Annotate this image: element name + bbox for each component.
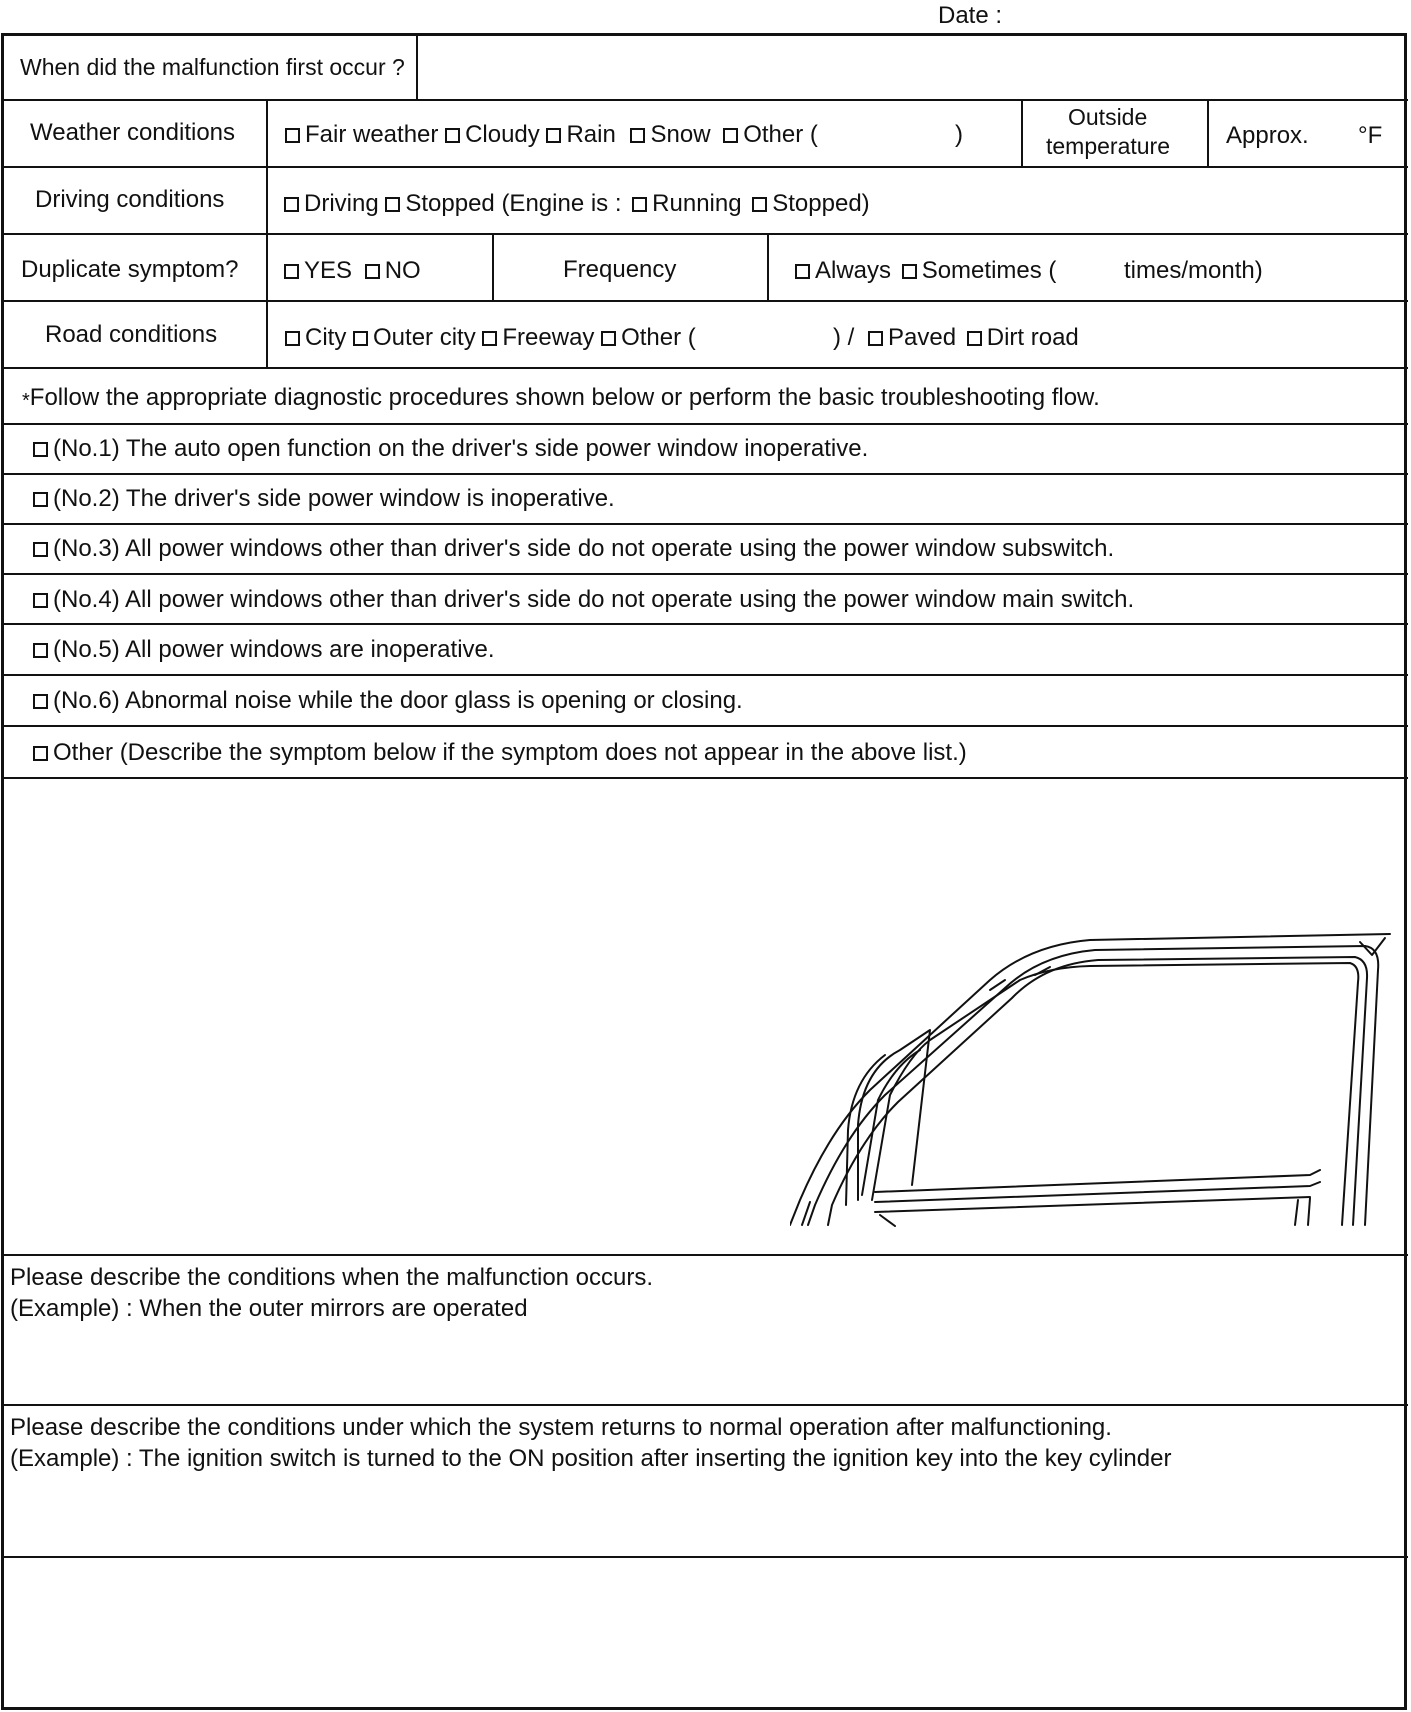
road-freeway-option[interactable]: Freeway — [482, 324, 594, 351]
checkbox-icon[interactable] — [601, 331, 616, 346]
checkbox-icon[interactable] — [967, 331, 982, 346]
conditions-line-1: Please describe the conditions when the malfunction occurs. — [10, 1264, 654, 1291]
checkbox-icon[interactable] — [445, 128, 460, 143]
symptom-item-2[interactable]: (No.2) The driver's side power window is inoperative. — [33, 487, 615, 511]
checkbox-icon[interactable] — [284, 197, 299, 212]
checkbox-icon[interactable] — [353, 331, 368, 346]
temp-unit: °F — [1358, 122, 1383, 149]
checkbox-icon[interactable] — [33, 694, 48, 709]
checkbox-icon[interactable] — [752, 197, 767, 212]
weather-label: Weather conditions — [30, 119, 236, 146]
weather-options — [285, 123, 818, 147]
road-city-option[interactable]: City — [285, 324, 346, 351]
additional-notes-area[interactable] — [4, 1559, 1406, 1707]
road-options — [285, 326, 696, 350]
checkbox-icon[interactable] — [33, 492, 48, 507]
checkbox-icon[interactable] — [365, 264, 380, 279]
asterisk-mark: * — [22, 390, 30, 412]
conditions-input-area[interactable] — [4, 1330, 1406, 1402]
symptom-item-6[interactable]: (No.6) Abnormal noise while the door glass is opening or closing. — [33, 689, 743, 713]
weather-other-close: ) — [955, 121, 963, 148]
frequency-always-option[interactable]: Always — [795, 257, 891, 284]
checkbox-icon[interactable] — [868, 331, 883, 346]
duplicate-options — [284, 259, 421, 283]
duplicate-yes-option[interactable]: YES — [284, 257, 352, 284]
frequency-label: Frequency — [563, 256, 677, 283]
frequency-sometimes-option[interactable]: Sometimes ( — [902, 257, 1057, 284]
weather-rain-option[interactable]: Rain — [546, 121, 615, 148]
road-paved-option[interactable]: Paved — [868, 324, 956, 351]
checkbox-icon[interactable] — [385, 197, 400, 212]
checkbox-icon[interactable] — [33, 442, 48, 457]
outside-temp-label-1: Outside — [1068, 104, 1148, 130]
symptom-item-5[interactable]: (No.5) All power windows are inoperative. — [33, 638, 495, 662]
road-outer-city-option[interactable]: Outer city — [353, 324, 476, 351]
duplicate-no-option[interactable]: NO — [365, 257, 421, 284]
checkbox-icon[interactable] — [33, 542, 48, 557]
times-month-label: times/month) — [1124, 257, 1263, 284]
engine-stopped-option[interactable]: Stopped) — [752, 190, 869, 217]
engine-running-option[interactable]: Running — [632, 190, 741, 217]
checkbox-icon[interactable] — [33, 643, 48, 658]
checkbox-icon[interactable] — [723, 128, 738, 143]
checkbox-icon[interactable] — [482, 331, 497, 346]
first-occur-label: When did the malfunction first occur ? — [20, 54, 405, 80]
checkbox-icon[interactable] — [630, 128, 645, 143]
checkbox-icon[interactable] — [285, 128, 300, 143]
first-occur-field[interactable] — [420, 37, 1404, 97]
weather-cloudy-option[interactable]: Cloudy — [445, 121, 540, 148]
symptom-item-other[interactable]: Other (Describe the symptom below if the symptom does not appear in the above list.) — [33, 741, 967, 765]
driving-options — [284, 192, 870, 216]
outside-temp-label-2: temperature — [1046, 133, 1171, 159]
recovery-line-2: (Example) : The ignition switch is turned to the ON position after inserting the ignition key into the key cylinder — [10, 1445, 1172, 1472]
date-label: Date : — [938, 2, 1003, 29]
symptom-item-1[interactable]: (No.1) The auto open function on the driver's side power window inoperative. — [33, 437, 868, 461]
road-surface-options — [868, 326, 1079, 350]
approx-label: Approx. — [1226, 122, 1309, 149]
checkbox-icon[interactable] — [546, 128, 561, 143]
weather-other-option[interactable]: Other ( — [723, 121, 818, 148]
road-separator: ) / — [833, 324, 855, 351]
duplicate-label: Duplicate symptom? — [21, 256, 239, 283]
checkbox-icon[interactable] — [285, 331, 300, 346]
frequency-options — [795, 259, 1056, 283]
conditions-line-2: (Example) : When the outer mirrors are operated — [10, 1295, 528, 1322]
recovery-line-1: Please describe the conditions under which the system returns to normal operation after malfunctioning. — [10, 1414, 1112, 1441]
stopped-option[interactable]: Stopped (Engine is : — [385, 190, 621, 217]
instruction-text: *Follow the appropriate diagnostic procedures shown below or perform the basic troubleshooting flow. — [22, 384, 1100, 412]
checkbox-icon[interactable] — [33, 746, 48, 761]
checkbox-icon[interactable] — [284, 264, 299, 279]
checkbox-icon[interactable] — [795, 264, 810, 279]
driving-label: Driving conditions — [35, 186, 225, 213]
weather-snow-option[interactable]: Snow — [630, 121, 710, 148]
checkbox-icon[interactable] — [902, 264, 917, 279]
road-label: Road conditions — [45, 321, 218, 348]
driving-option[interactable]: Driving — [284, 190, 379, 217]
recovery-input-area[interactable] — [4, 1480, 1406, 1554]
car-door-window-icon — [790, 930, 1400, 1230]
checkbox-icon[interactable] — [33, 593, 48, 608]
road-dirt-option[interactable]: Dirt road — [967, 324, 1079, 351]
symptom-item-3[interactable]: (No.3) All power windows other than driver's side do not operate using the power window subswitch. — [33, 537, 1114, 561]
weather-fair-option[interactable]: Fair weather — [285, 121, 438, 148]
road-other-option[interactable]: Other ( — [601, 324, 696, 351]
symptom-item-4[interactable]: (No.4) All power windows other than driver's side do not operate using the power window main switch. — [33, 588, 1134, 612]
checkbox-icon[interactable] — [632, 197, 647, 212]
